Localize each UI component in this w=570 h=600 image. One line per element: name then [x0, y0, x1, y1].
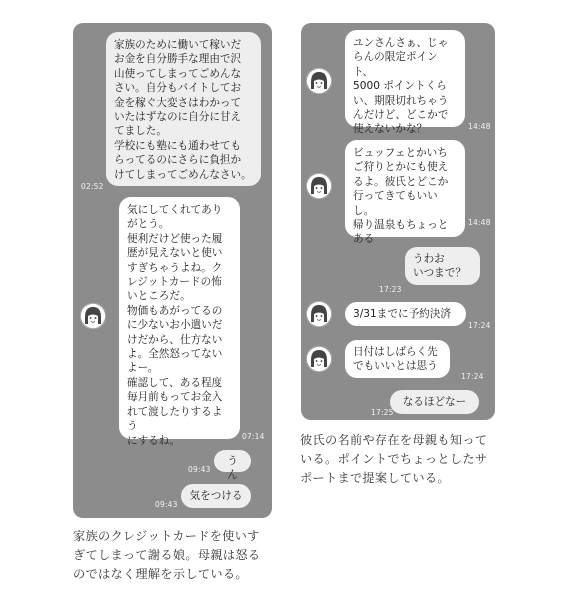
- message-time: 07:14: [242, 432, 265, 441]
- message-time: 02:52: [81, 182, 104, 191]
- message-bubble: 日付はしばらく先 でもいいとは思う: [345, 340, 450, 378]
- mother-avatar-icon: [306, 346, 332, 372]
- message-bubble: 気にしてくれてあり がとう。 便利だけど使った履 歴が見えないと使い すぎちゃうよね。ク レジットカードの怖 いところだ。 物価もあがってるの に少ないお小遣いだ けだから、仕方ない よ。全然怒ってない よー。 確認して、ある程度 毎月前もってお金入 れて渡したりするよう にするね。: [119, 197, 240, 439]
- mother-avatar-icon: [306, 301, 332, 327]
- message-bubble: うわお いつまで？: [405, 247, 480, 285]
- message-bubble: うん: [214, 450, 251, 472]
- caption-right: 彼氏の名前や存在を母親も知って いる。ポイントでちょっとしたサ ポートまで提案している。: [300, 433, 488, 485]
- message-time: 17:24: [468, 321, 491, 330]
- message-time: 14:48: [468, 218, 491, 227]
- message-time: 17:23: [379, 285, 402, 294]
- message-bubble: ユンさんさぁ、じゃ らんの限定ポイント、 5000 ポイントくら い、期限切れちゃう んだけど、どこかで 使えないかな？: [345, 30, 465, 127]
- message-time: 09:43: [155, 500, 178, 509]
- message-time: 17:24: [461, 372, 484, 381]
- message-time: 09:43: [188, 465, 211, 474]
- message-time: 14:48: [468, 122, 491, 131]
- message-bubble: 3/31までに予約決済: [345, 302, 466, 326]
- message-bubble: ビュッフェとかいち ご狩りとかにも使え るよ。彼氏とどこか 行ってきてもいいし。 帰り温泉もちょっと ある: [345, 140, 465, 237]
- caption-left: 家族のクレジットカードを使いす ぎてしまって謝る娘。母親は怒る のではなく理解を示している。: [73, 529, 261, 581]
- message-time: 17:25: [371, 408, 394, 417]
- chat-panel-left: [73, 23, 272, 518]
- mother-avatar-icon: [306, 173, 332, 199]
- mother-avatar-icon: [306, 68, 332, 94]
- chat-panel-right: [301, 23, 495, 420]
- message-bubble: 気をつける: [181, 484, 251, 508]
- message-bubble: 家族のために働いて稼いだ お金を自分勝手な理由で沢 山使ってしまってごめんな さい。自分もバイトしてお 金を稼ぐ大変さはわかって いたはずなのに自分に甘え てました。 学校にも塾にも通わせても らってるのにさらに負担か けてしまってごめんなさい。: [106, 32, 261, 186]
- message-bubble: なるほどなー: [390, 390, 479, 414]
- mother-avatar-icon: [80, 303, 106, 329]
